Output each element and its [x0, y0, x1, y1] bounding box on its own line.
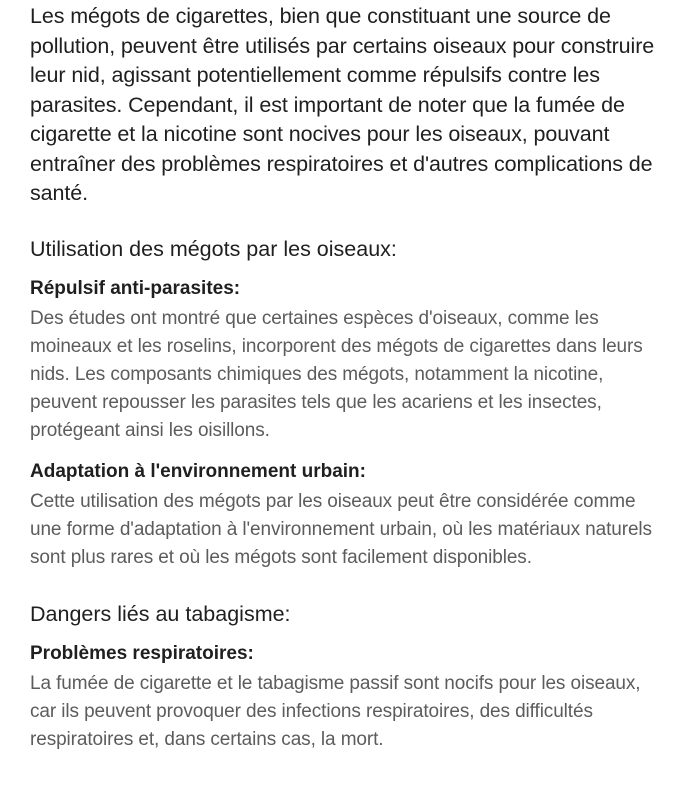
- section-title-bird-use: Utilisation des mégots par les oiseaux:: [30, 236, 397, 261]
- subsection-title-anti-parasite: Répulsif anti-parasites:: [30, 277, 241, 299]
- subsection-text-urban-adaptation: Cette utilisation des mégots par les oiseaux peut être considérée comme une forme d'adaptation à l'environnement urbain, où les matériaux naturels sont plus rares et où les mégots sont facilement disponibles.: [30, 490, 652, 568]
- subsection-title-respiratory: Problèmes respiratoires:: [30, 642, 254, 664]
- subsection-text-respiratory: La fumée de cigarette et le tabagisme passif sont nocifs pour les oiseaux, car ils peuvent provoquer des infections respiratoires, des difficultés respiratoires et, dans certains cas, la mort.: [30, 672, 641, 750]
- subsection-text-anti-parasite: Des études ont montré que certaines espèces d'oiseaux, comme les moineaux et les roselins, incorporent des mégots de cigarettes dans leurs nids. Les composants chimiques des mégots, notamment la nicotine, peuvent repousser les parasites tels que les acariens et les insectes, protégeant ainsi les oisillons.: [30, 307, 643, 441]
- intro-paragraph: Les mégots de cigarettes, bien que constituant une source de pollution, peuvent être utilisés par certains oiseaux pour construire leur nid, agissant potentiellement comme répulsifs contre les parasites. Cependant, il est important de noter que la fumée de cigarette et la nicotine sont nocives pour les oiseaux, pouvant entraîner des problèmes respiratoires et d'autres complications de santé.: [30, 4, 655, 205]
- section-title-smoking-dangers: Dangers liés au tabagisme:: [30, 601, 291, 626]
- subsection-title-urban-adaptation: Adaptation à l'environnement urbain:: [30, 460, 366, 482]
